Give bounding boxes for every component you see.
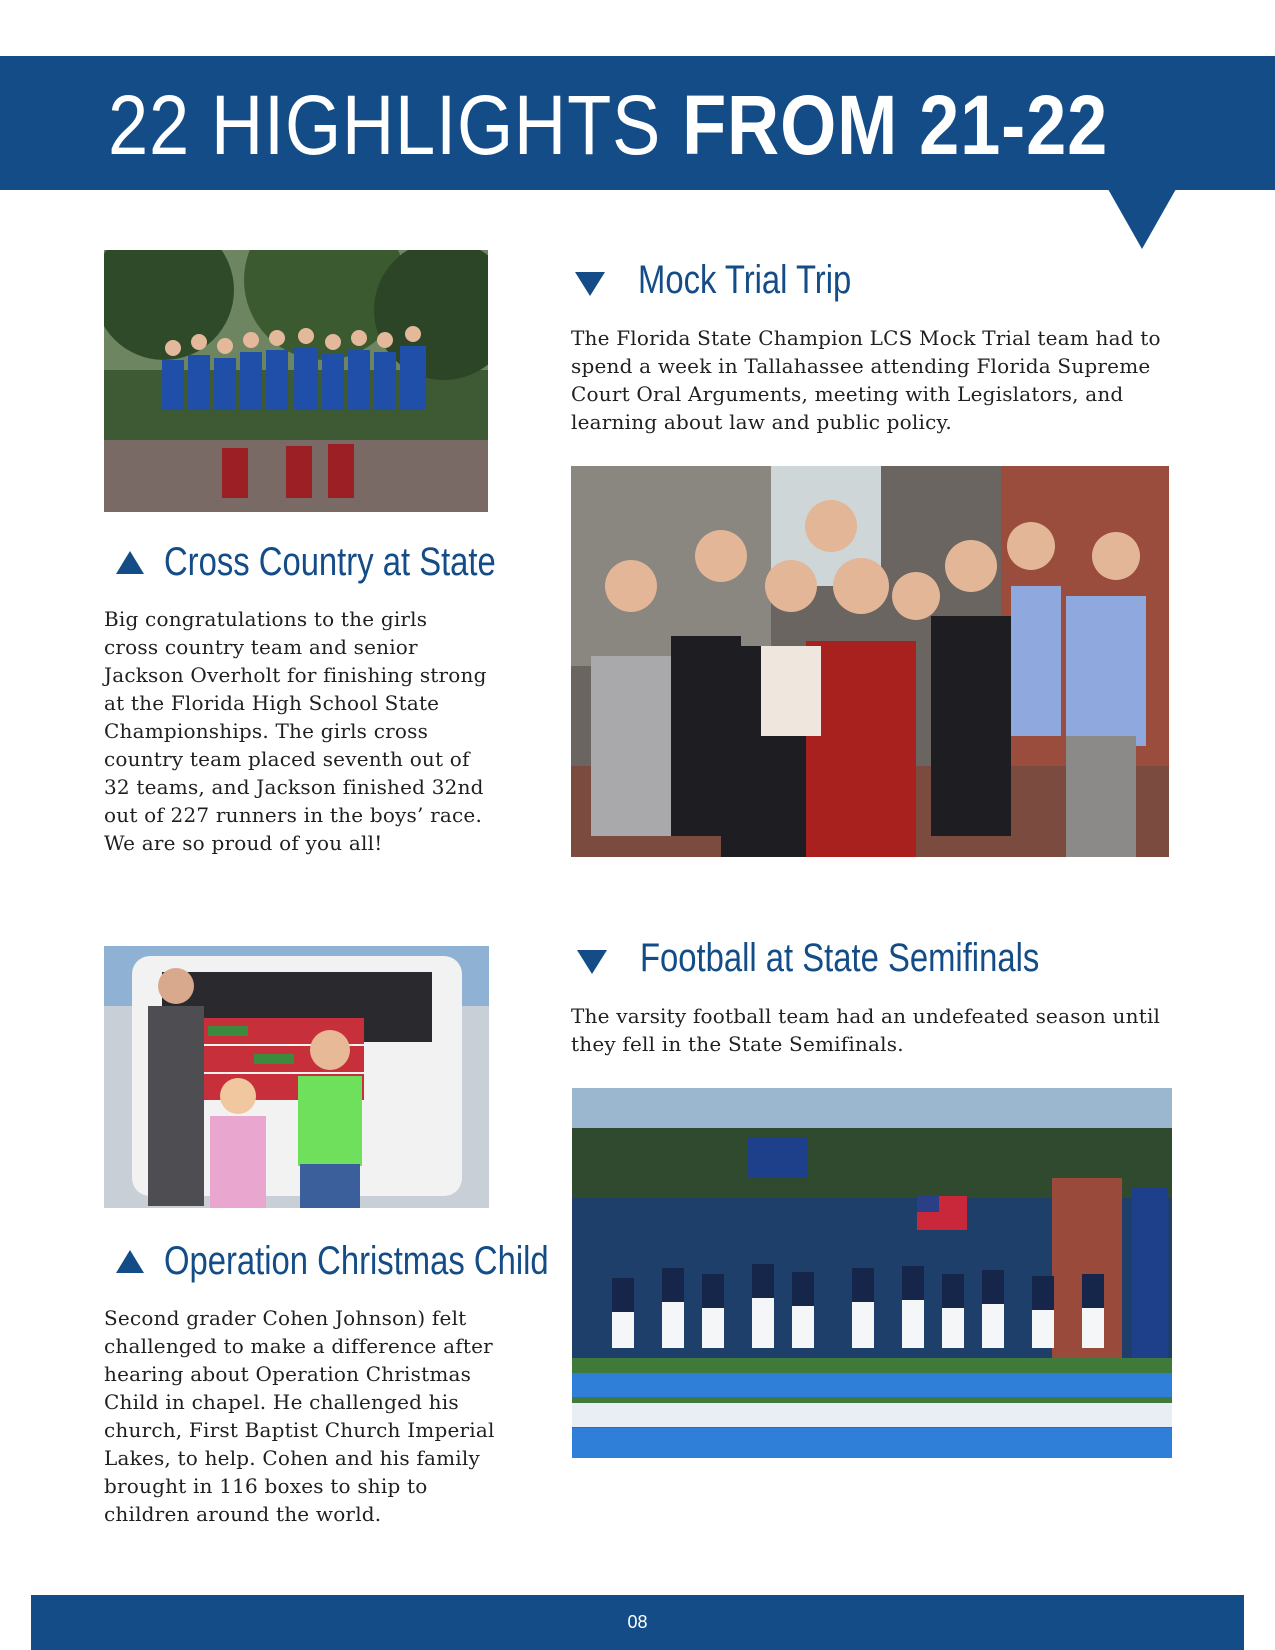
- triangle-up-icon: [116, 551, 144, 574]
- page-number: 08: [627, 1612, 648, 1632]
- football-heading: Football at State Semifinals: [640, 936, 1040, 980]
- cross-country-photo: [104, 250, 488, 512]
- title-light: 22 HIGHLIGHTS: [108, 78, 662, 172]
- cross-country-body: Big congratulations to the girls cross country team and senior Jackson Overholt for finishing strong at the Florida High School State Championships. The girls cross country team placed seventh out of 32 teams, and Jackson finished 32nd out of 227 runners in the boys’ race. We are so proud of you all!: [104, 607, 487, 855]
- operation-christmas-photo: [104, 946, 489, 1208]
- footer-bar: [31, 1595, 1244, 1650]
- triangle-down-icon: [575, 272, 605, 296]
- mock-trial-body: The Florida State Champion LCS Mock Trial team had to spend a week in Tallahassee attending Florida Supreme Court Oral Arguments, meeting with Legislators, and learning about law and public policy.: [571, 326, 1161, 434]
- operation-christmas-heading: Operation Christmas Child: [164, 1239, 549, 1283]
- cross-country-heading: Cross Country at State: [164, 540, 496, 584]
- football-body: The varsity football team had an undefeated season until they fell in the State Semifinals.: [571, 1004, 1161, 1056]
- operation-christmas-body: Second grader Cohen Johnson) felt challenged to make a difference after hearing about Operation Christmas Child in chapel. He challenged his church, First Baptist Church Imperial Lakes, to help. Cohen and his family brought in 116 boxes to ship to children around the world.: [104, 1306, 495, 1526]
- title-bold: FROM 21-22: [682, 78, 1109, 172]
- triangle-down-icon: [577, 950, 607, 974]
- football-photo: [572, 1088, 1172, 1458]
- mock-trial-photo: [571, 466, 1169, 857]
- page-title: [108, 76, 1108, 174]
- mock-trial-heading: Mock Trial Trip: [638, 258, 852, 302]
- triangle-up-icon: [116, 1250, 144, 1273]
- banner-pointer: [1108, 189, 1176, 249]
